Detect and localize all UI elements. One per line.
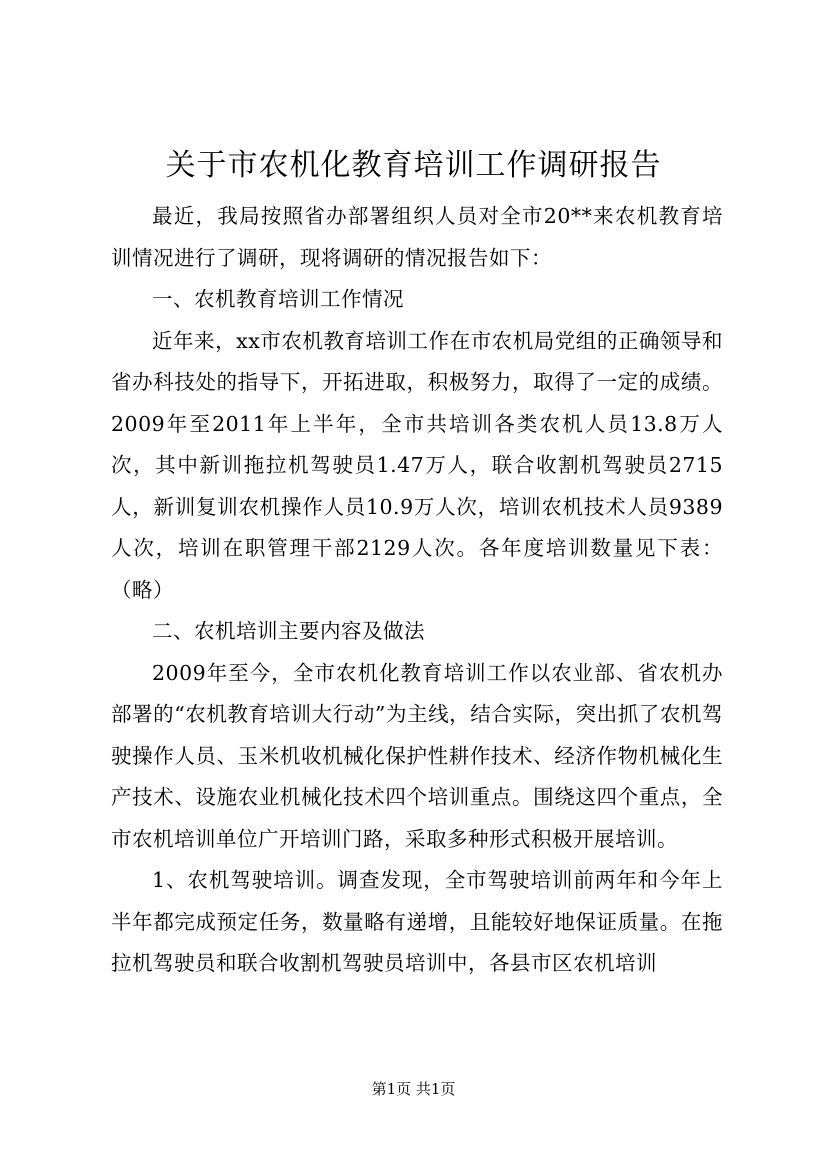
section-heading-2: 二、农机培训主要内容及做法 <box>152 619 425 643</box>
page-footer: 第1页 共1页 <box>371 1080 456 1098</box>
section-heading-1: 一、农机教育培训工作情况 <box>152 287 404 311</box>
document-body <box>111 196 723 985</box>
document-title: 关于市农机化教育培训工作调研报告 <box>165 148 662 183</box>
section-2-paragraph: 2009年至今，全市农机化教育培训工作以农业部、省农机办部署的“农机教育培训大行动”为主线，结合实际，突出抓了农机驾驶操作人员、玉米机收机械化保护性耕作技术、经济作物机械化生产技术、设施农业机械化技术四个培训重点。围绕这四个重点，全市农机培训单位广开培训门路，采取多种形式积极开展培训。 <box>111 660 723 851</box>
subsection-1-paragraph: 1、农机驾驶培训。调查发现，全市驾驶培训前两年和今年上半年都完成预定任务，数量略有递增，且能较好地保证质量。在拖拉机驾驶员和联合收割机驾驶员培训中，各县市区农机培训 <box>111 868 723 975</box>
intro-paragraph: 最近，我局按照省办部署组织人员对全市20**来农机教育培训情况进行了调研，现将调研的情况报告如下： <box>111 204 723 270</box>
section-1-paragraph: 近年来，xx市农机教育培训工作在市农机局党组的正确领导和省办科技处的指导下，开拓进取，积极努力，取得了一定的成绩。2009年至2011年上半年，全市共培训各类农机人员13.8万人次，其中新训拖拉机驾驶员1.47万人，联合收割机驾驶员2715人，新训复训农机操作人员10.9万人次，培训农机技术人员9389人次，培训在职管理干部2129人次。各年度培训数量见下表：（略） <box>111 328 723 602</box>
